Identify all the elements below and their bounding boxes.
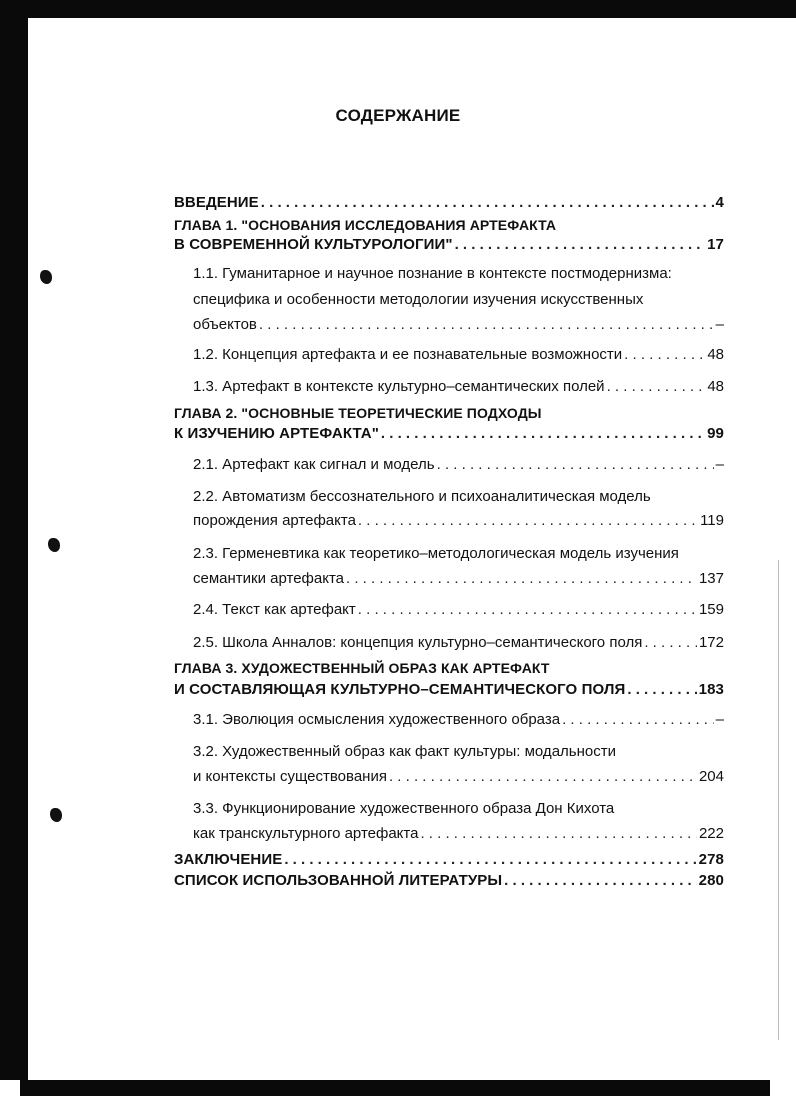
toc-entry-section-2-3[interactable] (193, 570, 724, 588)
toc-label: семантики артефакта (193, 570, 344, 587)
toc-page: 159 (698, 601, 724, 618)
ink-blot (50, 808, 62, 822)
leader-dots (644, 634, 697, 652)
leader-dots (624, 346, 705, 364)
toc-label: порождения артефакта (193, 512, 356, 529)
scan-border-bottom (20, 1080, 770, 1096)
toc-entry-chapter-2[interactable] (174, 425, 724, 443)
section-2-2-title[interactable]: 2.2. Автоматизм бессознательного и психоаналитическая модель (193, 488, 651, 505)
toc-page: – (715, 316, 724, 333)
toc-entry-chapter-3[interactable] (174, 681, 724, 699)
toc-page: 204 (698, 768, 724, 785)
toc-page: 48 (707, 378, 724, 395)
toc-label: 2.4. Текст как артефакт (193, 601, 356, 618)
toc-label: 2.5. Школа Анналов: концепция культурно–семантического поля (193, 634, 643, 651)
leader-dots (562, 711, 714, 729)
section-1-1-title[interactable]: 1.1. Гуманитарное и научное познание в контексте постмодернизма: (193, 265, 672, 282)
toc-page: 183 (698, 681, 724, 698)
chapter-1-title[interactable]: ГЛАВА 1. "ОСНОВАНИЯ ИССЛЕДОВАНИЯ АРТЕФАКТА (174, 217, 557, 233)
toc-page: 17 (707, 236, 724, 253)
leader-dots (504, 872, 697, 890)
toc-entry-intro[interactable] (174, 194, 724, 212)
toc-page: 119 (700, 512, 724, 529)
toc-entry-section-2-1[interactable] (193, 456, 724, 474)
section-1-1-title-cont: специфика и особенности методологии изучения искусственных (193, 291, 644, 308)
toc-entry-bibliography[interactable] (174, 872, 724, 890)
toc-label: 1.3. Артефакт в контексте культурно–семантических полей (193, 378, 605, 395)
toc-entry-section-2-2[interactable] (193, 512, 724, 530)
toc-page: 222 (698, 825, 724, 842)
leader-dots (259, 316, 714, 334)
toc-label: 2.1. Артефакт как сигнал и модель (193, 456, 435, 473)
toc-label: как транскультурного артефакта (193, 825, 419, 842)
leader-dots (607, 378, 706, 396)
toc-entry-chapter-1[interactable] (174, 236, 724, 254)
chapter-3-title[interactable]: ГЛАВА 3. ХУДОЖЕСТВЕННЫЙ ОБРАЗ КАК АРТЕФАКТ (174, 660, 550, 676)
toc-label: ЗАКЛЮЧЕНИЕ (174, 851, 283, 868)
toc-page: 172 (698, 634, 724, 651)
toc-entry-section-1-3[interactable] (193, 378, 724, 396)
toc-entry-section-1-2[interactable] (193, 346, 724, 364)
section-3-3-title[interactable]: 3.3. Функционирование художественного образа Дон Кихота (193, 800, 615, 817)
toc-entry-conclusion[interactable] (174, 851, 724, 869)
leader-dots (261, 194, 714, 212)
toc-label: СПИСОК ИСПОЛЬЗОВАННОЙ ЛИТЕРАТУРЫ (174, 872, 503, 889)
toc-page: 278 (698, 851, 724, 868)
toc-page: – (715, 456, 724, 473)
toc-label: 3.1. Эволюция осмысления художественного образа (193, 711, 561, 728)
toc-label: В СОВРЕМЕННОЙ КУЛЬТУРОЛОГИИ" (174, 236, 453, 253)
leader-dots (627, 681, 696, 699)
toc-page: – (715, 711, 724, 728)
toc-label: и контексты существования (193, 768, 387, 785)
toc-entry-section-3-3[interactable] (193, 825, 724, 843)
toc-entry-section-2-5[interactable] (193, 634, 724, 652)
leader-dots (346, 570, 697, 588)
toc-label: И СОСТАВЛЯЮЩАЯ КУЛЬТУРНО–СЕМАНТИЧЕСКОГО ПОЛЯ (174, 681, 626, 698)
toc-label: ВВЕДЕНИЕ (174, 194, 259, 211)
toc-page: 280 (698, 872, 724, 889)
leader-dots (437, 456, 714, 474)
toc-page: 4 (715, 194, 724, 211)
scan-edge-line (778, 560, 779, 1040)
leader-dots (381, 425, 705, 443)
toc-entry-section-1-1[interactable] (193, 316, 724, 334)
section-3-2-title[interactable]: 3.2. Художественный образ как факт культуры: модальности (193, 743, 616, 760)
leader-dots (358, 601, 697, 619)
leader-dots (358, 512, 698, 530)
toc-entry-section-3-1[interactable] (193, 711, 724, 729)
leader-dots (420, 825, 697, 843)
toc-entry-section-3-2[interactable] (193, 768, 724, 786)
leader-dots (389, 768, 697, 786)
toc-label: К ИЗУЧЕНИЮ АРТЕФАКТА" (174, 425, 379, 442)
chapter-2-title[interactable]: ГЛАВА 2. "ОСНОВНЫЕ ТЕОРЕТИЧЕСКИЕ ПОДХОДЫ (174, 405, 542, 421)
scan-border-left (0, 0, 28, 1106)
leader-dots (455, 236, 706, 254)
scan-border-top (0, 0, 796, 18)
toc-page: 48 (707, 346, 724, 363)
ink-blot (48, 538, 60, 552)
leader-dots (284, 851, 696, 869)
toc-page: 99 (707, 425, 724, 442)
ink-blot (40, 270, 52, 284)
toc-label: 1.2. Концепция артефакта и ее познавательные возможности (193, 346, 623, 363)
page-title: СОДЕРЖАНИЕ (335, 106, 461, 125)
toc-label: объектов (193, 316, 257, 333)
toc-page: 137 (698, 570, 724, 587)
section-2-3-title[interactable]: 2.3. Герменевтика как теоретико–методологическая модель изучения (193, 545, 679, 562)
toc-entry-section-2-4[interactable] (193, 601, 724, 619)
